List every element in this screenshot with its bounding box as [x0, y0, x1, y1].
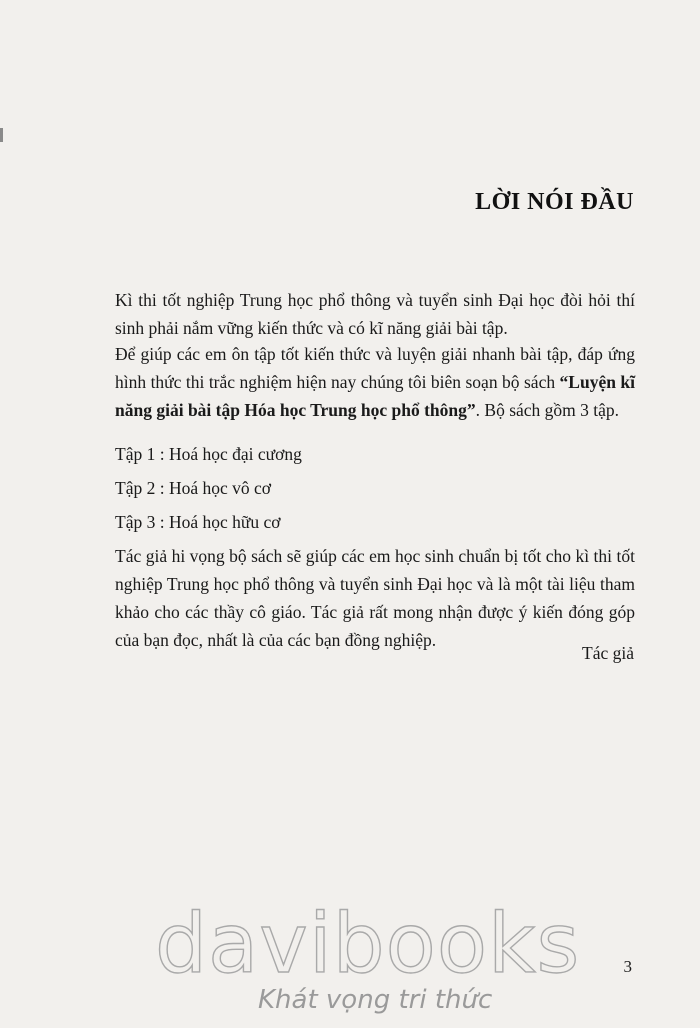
page-title: LỜI NÓI ĐẦU — [475, 189, 634, 215]
volume-item-1: Tập 1 : Hoá học đại cương — [115, 444, 302, 464]
purpose-text-start: Để giúp các em ôn tập tốt kiến thức và luyện giải nhanh bài tập, đáp ứng hình thức thi trắc nghiệm hiện nay chúng tôi biên soạn bộ sách — [115, 344, 635, 392]
watermark-logo — [155, 897, 581, 1028]
watermark-brand: davibooks — [155, 897, 581, 992]
intro-paragraph: Kì thi tốt nghiệp Trung học phổ thông và tuyển sinh Đại học đòi hỏi thí sinh phải nắm vững kiến thức và có kĩ năng giải bài tập. — [115, 290, 635, 338]
closing-paragraph: Tác giả hi vọng bộ sách sẽ giúp các em học sinh chuẩn bị tốt cho kì thi tốt nghiệp Trung học phổ thông và tuyển sinh Đại học và là một tài liệu tham khảo cho các thầy cô giáo. Tác giả rất mong nhận được ý kiến đóng góp của bạn đọc, nhất là của các bạn đồng nghiệp. — [115, 546, 635, 650]
author-signature: Tác giả — [582, 643, 634, 663]
volume-item-3: Tập 3 : Hoá học hữu cơ — [115, 512, 281, 532]
page-number: 3 — [623, 957, 632, 976]
purpose-paragraph — [115, 340, 635, 424]
volume-item-2: Tập 2 : Hoá học vô cơ — [115, 478, 272, 498]
watermark-slogan: Khát vọng tri thức — [258, 985, 493, 1015]
purpose-text-end: . Bộ sách gồm 3 tập. — [475, 400, 620, 420]
scan-edge-mark — [0, 128, 3, 142]
book-series-title: “Luyện kĩ năng giải bài tập Hóa học Trung học phổ thông” — [115, 372, 636, 420]
